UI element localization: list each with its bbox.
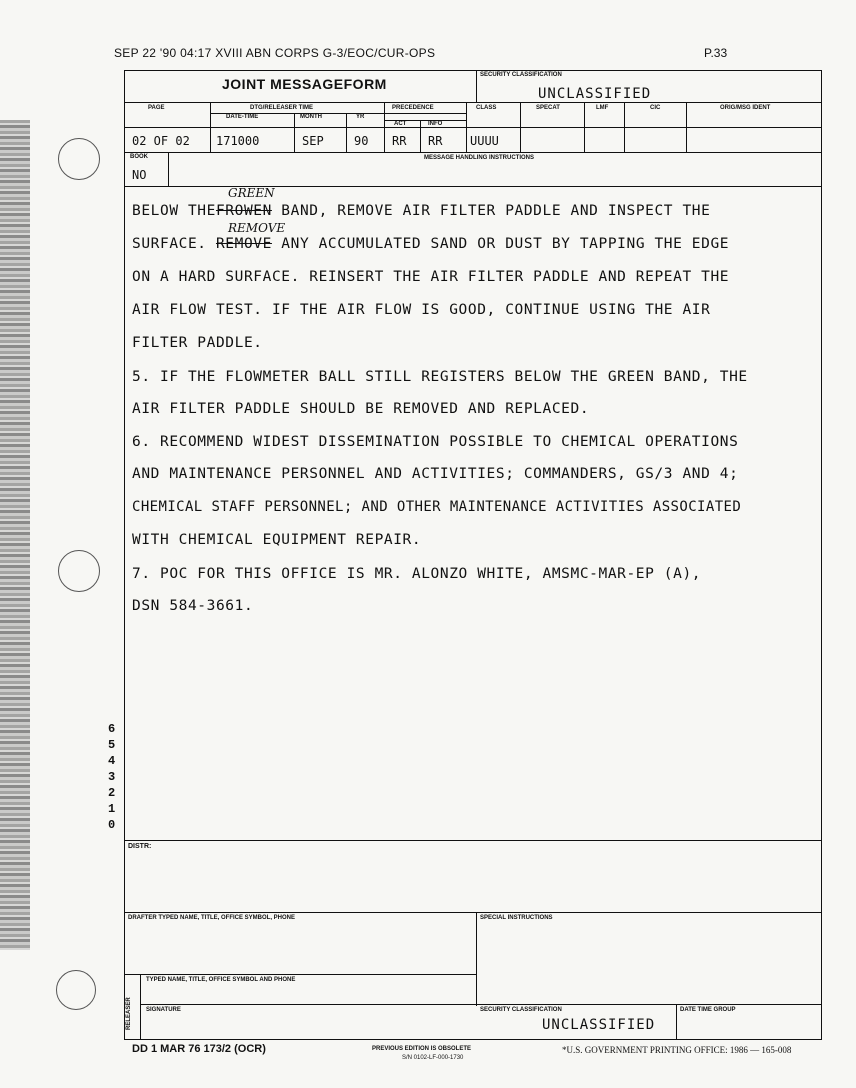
date-time-label: DATE-TIME	[226, 114, 259, 120]
dtg-label: DTG/RELEASER TIME	[250, 105, 314, 111]
info-label: INFO	[428, 121, 443, 127]
signature-label: SIGNATURE	[146, 1007, 181, 1013]
body-line-11: WITH CHEMICAL EQUIPMENT REPAIR.	[132, 532, 422, 548]
security-classification-label: SECURITY CLASSIFICATION	[480, 72, 562, 78]
security-classification-value-bottom: UNCLASSIFIED	[542, 1017, 656, 1033]
drafter-label: DRAFTER TYPED NAME, TITLE, OFFICE SYMBOL, PHONE	[128, 915, 296, 921]
book-label: BOOK	[130, 154, 148, 160]
scan-edge-strip	[0, 120, 30, 950]
act-label: ACT	[394, 121, 407, 127]
form-number: DD 1 MAR 76 173/2 (OCR)	[132, 1043, 266, 1055]
page-label: PAGE	[148, 105, 165, 111]
serial-number: S/N 0102-LF-000-1730	[402, 1055, 464, 1061]
month-value: SEP	[302, 134, 324, 148]
book-value: NO	[132, 168, 147, 182]
body-line-2: SURFACE. REMOVE ANY ACCUMULATED SAND OR DUST BY TAPPING THE EDGE	[132, 236, 730, 252]
line-number: 1	[108, 802, 116, 816]
month-label: MONTH	[300, 114, 322, 120]
line-number: 4	[108, 754, 116, 768]
orig-msg-ident-label: ORIG/MSG IDENT	[720, 105, 771, 111]
fax-header: SEP 22 '90 04:17 XVIII ABN CORPS G-3/EOC/CUR-OPS	[114, 46, 436, 60]
yr-value: 90	[354, 134, 369, 148]
yr-label: YR	[356, 114, 365, 120]
body-line-7: AIR FILTER PADDLE SHOULD BE REMOVED AND REPLACED.	[132, 401, 590, 417]
body-line-3: ON A HARD SURFACE. REINSERT THE AIR FILTER PADDLE AND REPEAT THE	[132, 269, 730, 285]
security-classification-label-bottom: SECURITY CLASSIFICATION	[480, 1007, 562, 1013]
body-line-8: 6. RECOMMEND WIDEST DISSEMINATION POSSIBLE TO CHEMICAL OPERATIONS	[132, 434, 739, 450]
body-line-9: AND MAINTENANCE PERSONNEL AND ACTIVITIES; COMMANDERS, GS/3 AND 4;	[132, 466, 739, 482]
distr-label: DISTR:	[128, 843, 152, 850]
security-classification-value: UNCLASSIFIED	[538, 86, 652, 102]
special-instructions-label: SPECIAL INSTRUCTIONS	[480, 915, 553, 921]
date-time-group-label: DATE TIME GROUP	[680, 1007, 736, 1013]
line-number: 2	[108, 786, 116, 800]
page-value: 02 OF 02	[132, 134, 190, 148]
line-number: 3	[108, 770, 116, 784]
body-line-6: 5. IF THE FLOWMETER BALL STILL REGISTERS BELOW THE GREEN BAND, THE	[132, 369, 748, 385]
previous-edition-note: PREVIOUS EDITION IS OBSOLETE	[372, 1046, 472, 1052]
line-number: 0	[108, 818, 116, 832]
body-line-5: FILTER PADDLE.	[132, 335, 263, 351]
message-handling-label: MESSAGE HANDLING INSTRUCTIONS	[424, 155, 535, 161]
body-line-12: 7. POC FOR THIS OFFICE IS MR. ALONZO WHITE, AMSMC-MAR-EP (A),	[132, 566, 702, 582]
body-line-1: BELOW THEFROWEN BAND, REMOVE AIR FILTER PADDLE AND INSPECT THE	[132, 203, 711, 219]
punch-hole	[58, 138, 100, 180]
act-value: RR	[392, 134, 407, 148]
punch-hole	[56, 970, 96, 1010]
fax-page-number: P.33	[704, 46, 728, 60]
line-number: 6	[108, 722, 116, 736]
handwritten-correction-green: GREEN	[228, 186, 275, 200]
class-value: UUUU	[470, 134, 499, 148]
specat-label: SPECAT	[536, 105, 560, 111]
line-number: 5	[108, 738, 116, 752]
date-time-value: 171000	[216, 134, 260, 148]
lmf-label: LMF	[596, 105, 609, 111]
cic-label: CIC	[650, 105, 661, 111]
handwritten-correction-remove: REMOVE	[228, 221, 286, 235]
releaser-label: RELEASER	[126, 997, 132, 1030]
precedence-label: PRECEDENCE	[392, 105, 434, 111]
gpo-imprint: *U.S. GOVERNMENT PRINTING OFFICE: 1986 — 165-008	[562, 1045, 792, 1055]
body-line-10: CHEMICAL STAFF PERSONNEL; AND OTHER MAINTENANCE ACTIVITIES ASSOCIATED	[132, 499, 742, 515]
body-line-13: DSN 584-3661.	[132, 598, 254, 614]
class-label: CLASS	[476, 105, 497, 111]
info-value: RR	[428, 134, 443, 148]
punch-hole	[58, 550, 100, 592]
typed-name-label: TYPED NAME, TITLE, OFFICE SYMBOL AND PHONE	[146, 977, 296, 983]
body-line-4: AIR FLOW TEST. IF THE AIR FLOW IS GOOD, CONTINUE USING THE AIR	[132, 302, 711, 318]
form-title: JOINT MESSAGEFORM	[222, 76, 387, 92]
